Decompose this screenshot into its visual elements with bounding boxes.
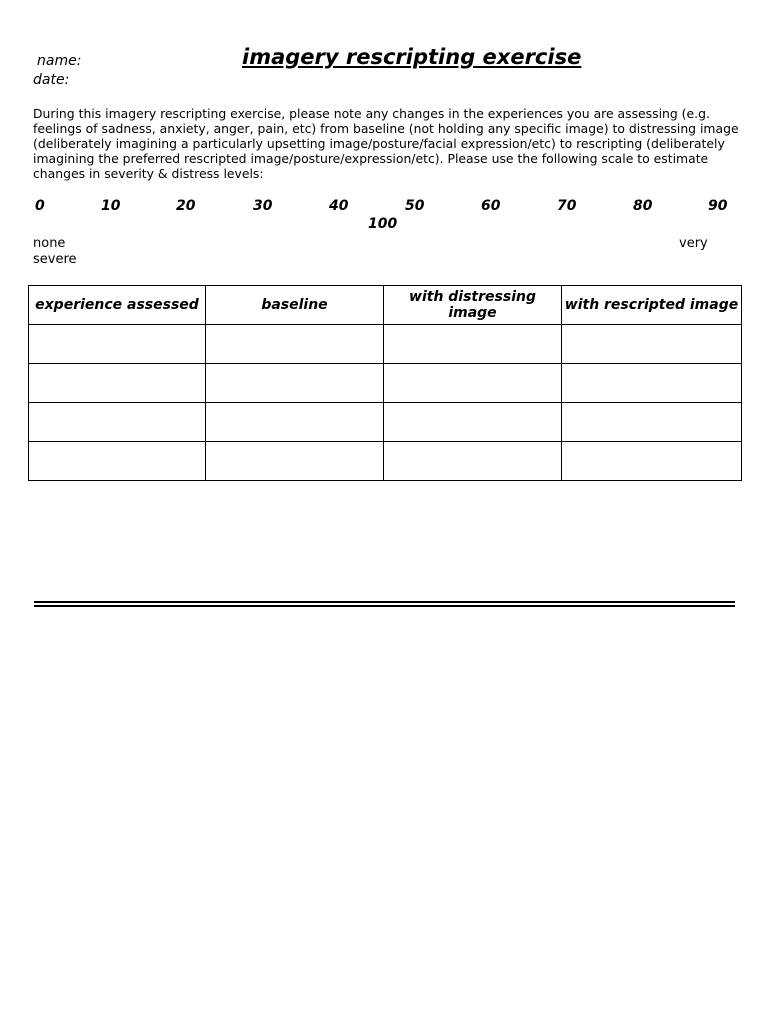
- scale-number: 10: [101, 198, 121, 214]
- table-row: [29, 403, 742, 442]
- scale-number: 20: [176, 198, 196, 214]
- double-rule-divider-top: [34, 601, 735, 603]
- scale-number: 80: [633, 198, 653, 214]
- table-row: [29, 325, 742, 364]
- column-header-distressing: with distressing image: [384, 286, 562, 325]
- table-cell[interactable]: [29, 364, 206, 403]
- scale-number: 90: [708, 198, 728, 214]
- table-header-row: [29, 286, 742, 325]
- scale-number: 50: [405, 198, 425, 214]
- table-cell[interactable]: [29, 442, 206, 481]
- table-cell[interactable]: [206, 442, 384, 481]
- double-rule-divider-bottom: [34, 605, 735, 607]
- scale-number: 40: [329, 198, 349, 214]
- date-label: date:: [33, 72, 70, 88]
- table-cell[interactable]: [384, 403, 562, 442]
- table-cell[interactable]: [206, 364, 384, 403]
- table-cell[interactable]: [206, 403, 384, 442]
- table-cell[interactable]: [562, 442, 742, 481]
- scale-high-label: very: [679, 236, 708, 251]
- table-cell[interactable]: [562, 364, 742, 403]
- table-cell[interactable]: [29, 325, 206, 364]
- scale-number-100: 100: [368, 216, 398, 232]
- scale-number: 0: [35, 198, 45, 214]
- table-row: [29, 442, 742, 481]
- column-header-baseline: baseline: [206, 286, 384, 325]
- table-cell[interactable]: [29, 403, 206, 442]
- instructions-paragraph: During this imagery rescripting exercise, please note any changes in the experiences you are assessing (e.g. feelings of sadness, anxiety, anger, pain, etc) from baseline (not holding any specific image) to distressing image (deliberately imagining a particularly upsetting image/posture/facial expression/etc) to rescripting (deliberately imagining the preferred rescripted image/posture/expression/etc). Please use the following scale to estimate changes in severity & distress levels:: [33, 106, 739, 181]
- scale-number: 30: [253, 198, 273, 214]
- page-title: imagery rescripting exercise: [242, 45, 582, 69]
- assessment-table: [28, 285, 742, 481]
- table-cell[interactable]: [384, 364, 562, 403]
- column-header-rescripted: with rescripted image: [562, 286, 742, 325]
- scale-number: 70: [557, 198, 577, 214]
- table-cell[interactable]: [384, 442, 562, 481]
- scale-number: 60: [481, 198, 501, 214]
- table-cell[interactable]: [384, 325, 562, 364]
- table-cell[interactable]: [562, 403, 742, 442]
- name-label: name:: [37, 53, 82, 69]
- table-row: [29, 364, 742, 403]
- scale-low-label: none: [33, 236, 66, 251]
- scale-high-label-continued: severe: [33, 252, 77, 267]
- table-cell[interactable]: [206, 325, 384, 364]
- table-cell[interactable]: [562, 325, 742, 364]
- column-header-experience: experience assessed: [29, 286, 206, 325]
